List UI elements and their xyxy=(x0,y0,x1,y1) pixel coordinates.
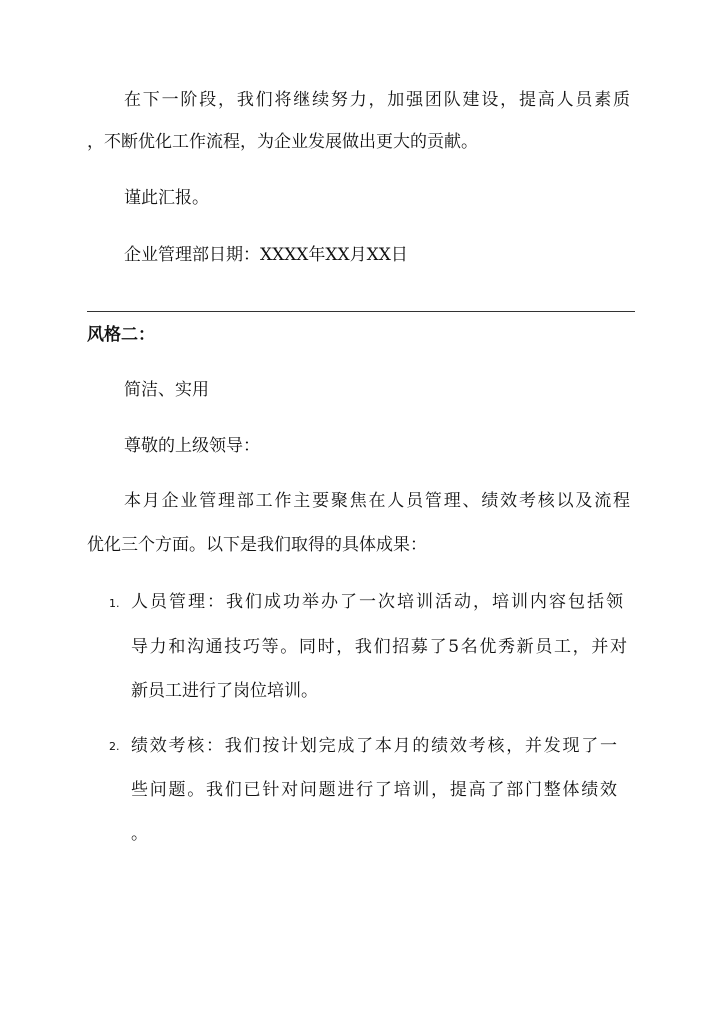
list-number: 2. xyxy=(109,740,120,753)
list-item-line: 绩效考核：我们按计划完成了本月的绩效考核，并发现了一 xyxy=(131,736,617,756)
section-heading: 风格二： xyxy=(87,325,155,345)
list-item-line: 。 xyxy=(131,824,148,844)
closing-text: 谨此汇报。 xyxy=(124,188,209,208)
section-divider xyxy=(87,311,635,312)
list-item-line: 新员工进行了岗位培训。 xyxy=(131,681,318,701)
paragraph-line: ，不断优化工作流程，为企业发展做出更大的贡献。 xyxy=(87,132,478,152)
list-item-line: 人员管理：我们成功举办了一次培训活动，培训内容包括领 xyxy=(131,592,623,612)
paragraph-line: 优化三个方面。以下是我们取得的具体成果： xyxy=(87,535,427,555)
signature-date: 企业管理部日期：XXXX年XX月XX日 xyxy=(124,245,408,265)
salutation: 尊敬的上级领导： xyxy=(124,436,260,456)
list-item-line: 些问题。我们已针对问题进行了培训，提高了部门整体绩效 xyxy=(131,780,617,800)
subtitle: 简洁、实用 xyxy=(124,380,209,400)
paragraph-line: 在下一阶段，我们将继续努力，加强团队建设，提高人员素质 xyxy=(124,90,630,110)
list-number: 1. xyxy=(109,597,120,610)
list-item-line: 导力和沟通技巧等。同时，我们招募了5名优秀新员工，并对 xyxy=(131,637,627,657)
paragraph-line: 本月企业管理部工作主要聚焦在人员管理、绩效考核以及流程 xyxy=(124,491,630,511)
